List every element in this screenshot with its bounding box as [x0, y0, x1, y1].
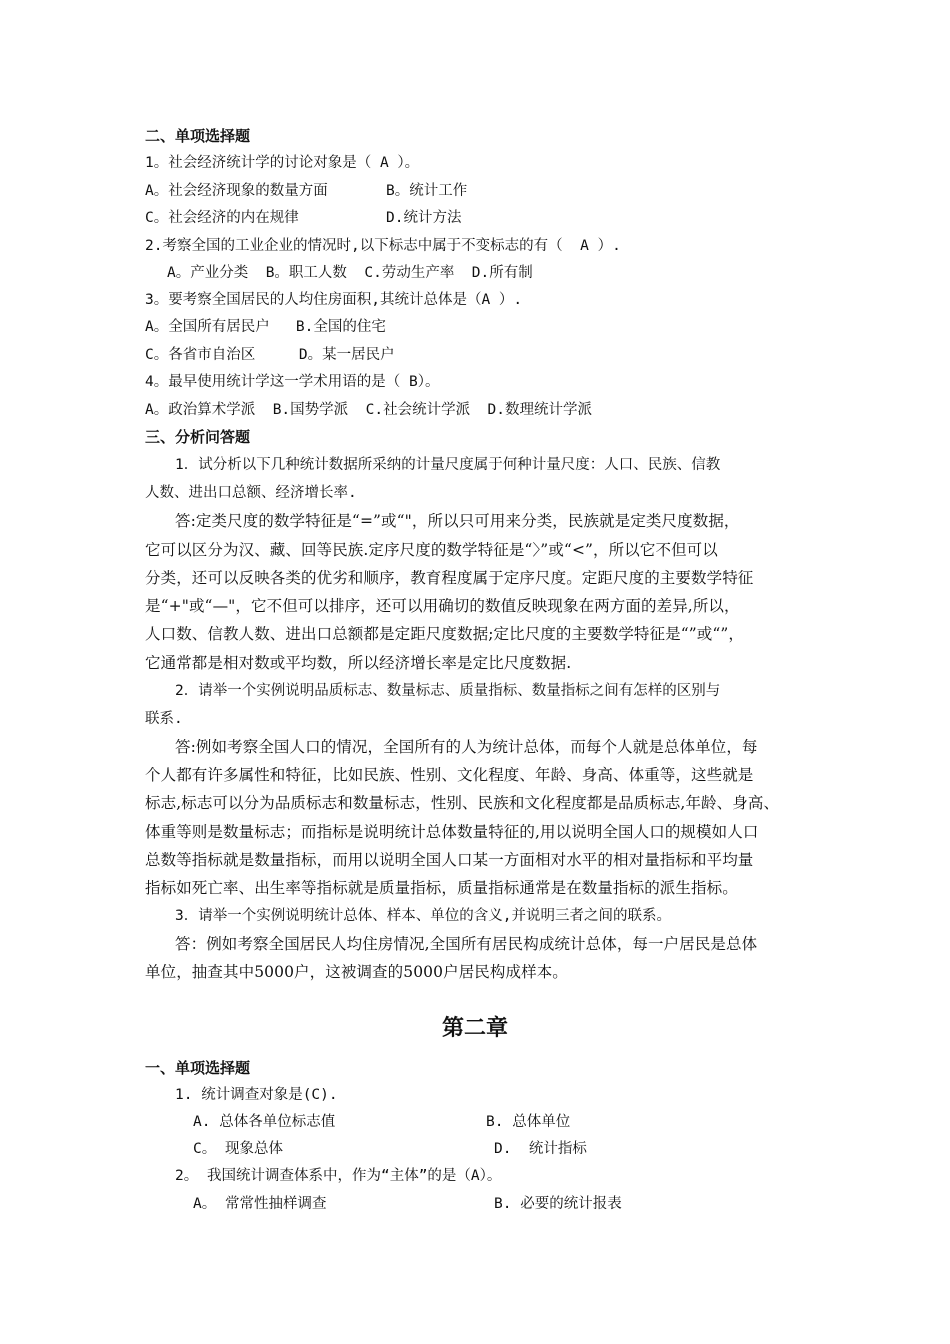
question-3-stem: 3。要考察全国居民的人均住房面积,其统计总体是（A ）.	[145, 292, 523, 308]
chapter-2-question-2-option-b: B. 必要的统计报表	[494, 1196, 622, 1212]
analysis-answer-1-line: 它可以区分为汉、藏、回等民族.定序尺度的数学特征是“〉”或“<”，所以它不但可以	[145, 541, 718, 559]
question-2-stem: 2.考察全国的工业企业的情况时,以下标志中属于不变标志的有（ A ）.	[145, 238, 621, 254]
question-1-option-a: A。社会经济现象的数量方面	[145, 183, 328, 199]
chapter-2-question-1-option-d: D. 统计指标	[494, 1141, 587, 1157]
analysis-answer-3-line: 单位，抽查其中5000户，这被调查的5000户居民构成样本。	[145, 963, 568, 981]
analysis-answer-1-line: 答:定类尺度的数学特征是“=”或“"，所以只可用来分类，民族就是定类尺度数据，	[175, 512, 740, 530]
chapter-2-question-2-option-a: A。 常常性抽样调查	[193, 1196, 327, 1212]
analysis-question-1-line-1: 1．试分析以下几种统计数据所采纳的计量尺度属于何种计量尺度：人口、民族、信教	[175, 457, 721, 473]
analysis-question-2-line-2: 联系.	[145, 711, 183, 727]
analysis-answer-1-line: 它通常都是相对数或平均数，所以经济增长率是定比尺度数据.	[145, 654, 572, 672]
question-1-option-d: D.统计方法	[386, 210, 462, 226]
question-1-stem: 1。社会经济统计学的讨论对象是（ A ）。	[145, 155, 420, 171]
analysis-answer-2-line: 个人都有许多属性和特征，比如民族、性别、文化程度、年龄、身高、体重等，这些就是	[145, 766, 754, 784]
analysis-answer-1-line: 分类，还可以反映各类的优劣和顺序，教育程度属于定序尺度。定距尺度的主要数学特征	[145, 569, 754, 587]
question-1-option-b: B。统计工作	[386, 183, 468, 199]
question-4-options: A。政治算术学派 B.国势学派 C.社会统计学派 D.数理统计学派	[145, 402, 592, 418]
chapter-2-section-heading: 一、单项选择题	[145, 1059, 251, 1077]
question-2-options: A。产业分类 B。职工人数 C.劳动生产率 D.所有制	[167, 265, 533, 281]
analysis-answer-2-line: 答:例如考察全国人口的情况，全国所有的人为统计总体，而每个人就是总体单位，每	[175, 738, 758, 756]
analysis-answer-2-line: 总数等指标就是数量指标，而用以说明全国人口某一方面相对水平的相对量指标和平均量	[145, 851, 754, 869]
question-1-option-c: C。社会经济的内在规律	[145, 210, 299, 226]
analysis-answer-1-line: 人口数、信教人数、进出口总额都是定距尺度数据;定比尺度的主要数学特征是“”或“”，	[145, 625, 745, 643]
chapter-2-question-2-stem: 2。 我国统计调查体系中，作为“主体”的是（A）。	[175, 1168, 502, 1184]
analysis-answer-3-line: 答：例如考察全国居民人均住房情况,全国所有居民构成统计总体，每一户居民是总体	[175, 935, 758, 953]
chapter-2-question-1-option-b: B. 总体单位	[486, 1114, 571, 1130]
analysis-question-2-line-1: 2．请举一个实例说明品质标志、数量标志、质量指标、数量指标之间有怎样的区别与	[175, 683, 721, 699]
analysis-answer-1-line: 是“+"或“—"，它不但可以排序，还可以用确切的数值反映现象在两方面的差异,所以，	[145, 597, 740, 615]
chapter-title: 第二章	[441, 1015, 508, 1041]
question-3-options-cd: C。各省市自治区 D。某一居民户	[145, 347, 395, 363]
analysis-question-1-line-2: 人数、进出口总额、经济增长率.	[145, 485, 357, 501]
question-3-options-ab: A。全国所有居民户 B.全国的住宅	[145, 319, 386, 335]
analysis-answer-2-line: 体重等则是数量标志；而指标是说明统计总体数量特征的,用以说明全国人口的规模如人口	[145, 823, 759, 841]
question-4-stem: 4。最早使用统计学这一学术用语的是（ B）。	[145, 374, 440, 390]
chapter-2-question-1-option-a: A. 总体各单位标志值	[193, 1114, 336, 1130]
analysis-question-3-line-1: 3．请举一个实例说明统计总体、样本、单位的含义,并说明三者之间的联系。	[175, 908, 671, 924]
section-heading-analysis: 三、分析问答题	[145, 428, 251, 446]
analysis-answer-2-line: 标志,标志可以分为品质标志和数量标志，性别、民族和文化程度都是品质标志,年龄、身高、	[145, 794, 780, 812]
analysis-answer-2-line: 指标如死亡率、出生率等指标就是质量指标，质量指标通常是在数量指标的派生指标。	[145, 879, 738, 897]
chapter-2-question-1-stem: 1. 统计调查对象是(C).	[175, 1087, 338, 1103]
section-heading-single-choice: 二、单项选择题	[145, 127, 251, 145]
chapter-2-question-1-option-c: C。 现象总体	[193, 1141, 283, 1157]
